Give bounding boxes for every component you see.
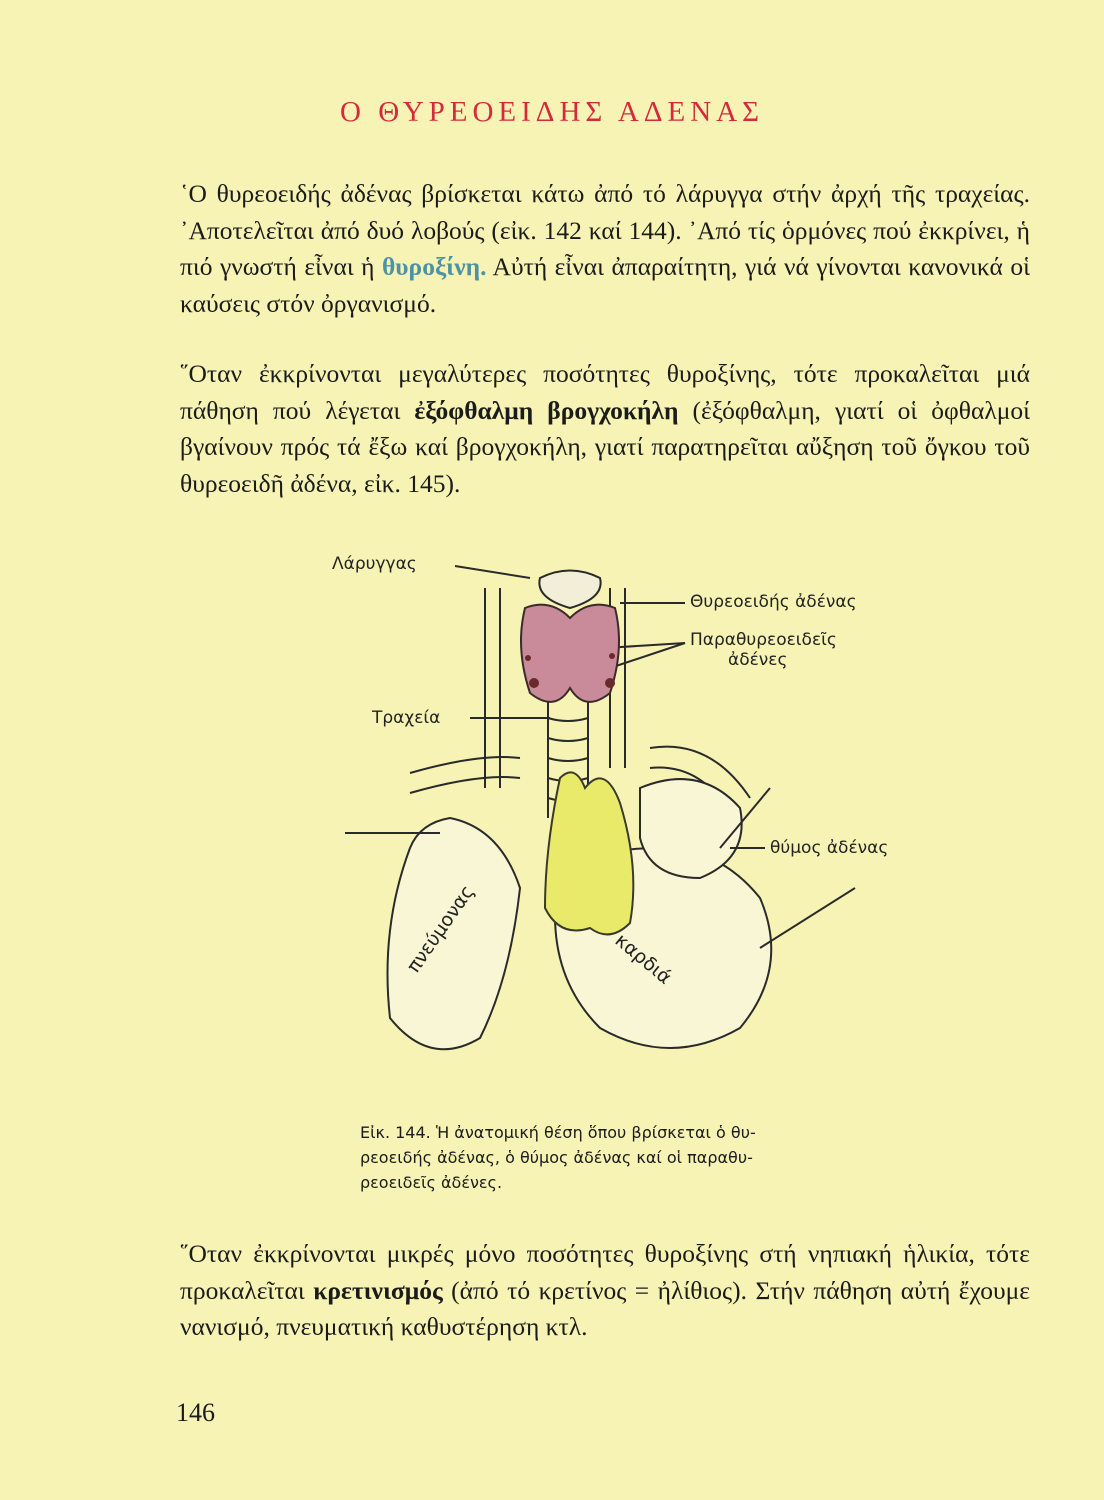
thyroxine-term: θυροξίνη. — [382, 252, 487, 281]
paragraph-cretinism — [180, 1236, 1030, 1346]
p1-text-a: ῾Ο θυρεοειδής ἀδένας βρίσκεται κάτω ἀπό τό λάρυγγα στήν ἀρχή τῆς τραχείας. ᾿Αποτελεῖται ἀπό δυό λοβούς (εἰκ. 142 καί 144). ᾿Από τίς ὁρμόνες πού ἐκκρίνει, ἡ πιό γνωστή εἶναι ἡ — [180, 179, 1030, 281]
caption-line-3: ρεοειδεῖς ἀδένες. — [360, 1173, 503, 1192]
p1-text-b: Αὐτή εἶναι ἀπαραίτητη, γιά νά γίνονται κανονικά οἱ καύσεις στόν ὀργανισμό. — [180, 252, 1030, 318]
thymus-gland — [545, 772, 633, 934]
figure-caption — [360, 1120, 870, 1195]
paragraph-thyroid-location — [180, 176, 1030, 322]
label-heart: καρδιά — [610, 929, 676, 989]
p2-text-b: (ἐξόφθαλμη, γιατί οἱ ὀφθαλμοί βγαίνουν πρός τά ἔξω καί βρογχοκήλη, γιατί παρατηρεῖται αὔξηση τοῦ ὄγκου τοῦ θυρεοειδῆ ἀδένα, εἰκ. 145). — [180, 395, 1030, 498]
caption-line-1: Εἰκ. 144. Ἡ ἀνατομική θέση ὅπου βρίσκεται ὁ θυ- — [360, 1123, 756, 1142]
parathyroid-dot — [609, 653, 615, 659]
parathyroid-dot — [605, 678, 615, 688]
anatomy-figure — [320, 548, 940, 1088]
pointer-larynx — [455, 566, 530, 578]
larynx-shape — [539, 571, 600, 609]
label-parathyroid-1: Παραθυρεοειδεῖς — [690, 630, 837, 650]
cretinism-term: κρετινισμός — [313, 1275, 443, 1305]
page-title: Ο ΘΥΡΕΟΕΙΔΗΣ ΑΔΕΝΑΣ — [340, 96, 764, 128]
anatomy-illustration — [320, 548, 940, 1088]
page-number: 146 — [176, 1398, 215, 1427]
paragraph-hyperthyroidism — [180, 356, 1030, 502]
caption-line-2: ρεοειδής ἀδένας, ὁ θύμος ἀδένας καί οἱ παραθυ- — [360, 1148, 753, 1167]
pointer-heart — [760, 888, 855, 948]
label-larynx: Λάρυγγας — [332, 554, 417, 574]
parathyroid-dot — [525, 655, 531, 661]
label-trachea: Τραχεία — [372, 708, 441, 728]
label-thyroid: Θυρεοειδής ἀδένας — [690, 592, 857, 612]
p3-text-a: ῞Οταν ἐκκρίνονται μικρές μόνο ποσότητες θυροξίνης στή νηπιακή ἡλικία, τότε προκαλεῖται — [180, 1239, 1030, 1305]
p2-text-a: ῞Οταν ἐκκρίνονται μεγαλύτερες ποσότητες θυροξίνης, τότε προκαλεῖται μιά πάθηση πού λέγεται — [180, 359, 1030, 425]
label-parathyroid-2: ἀδένες — [728, 650, 788, 670]
p3-text-b: (ἀπό τό κρετίνος = ἠλίθιος). Στήν πάθηση αὐτή ἔχουμε νανισμό, πνευματική καθυστέρηση κτλ. — [180, 1275, 1030, 1341]
exophthalmic-goiter-term: ἐξόφθαλμη βρογχοκήλη — [414, 395, 679, 425]
label-thymus: θύμος ἀδένας — [770, 838, 889, 858]
label-lung: πνεύμονας — [402, 881, 479, 977]
parathyroid-dot — [529, 678, 539, 688]
lung-shape — [388, 818, 521, 1049]
